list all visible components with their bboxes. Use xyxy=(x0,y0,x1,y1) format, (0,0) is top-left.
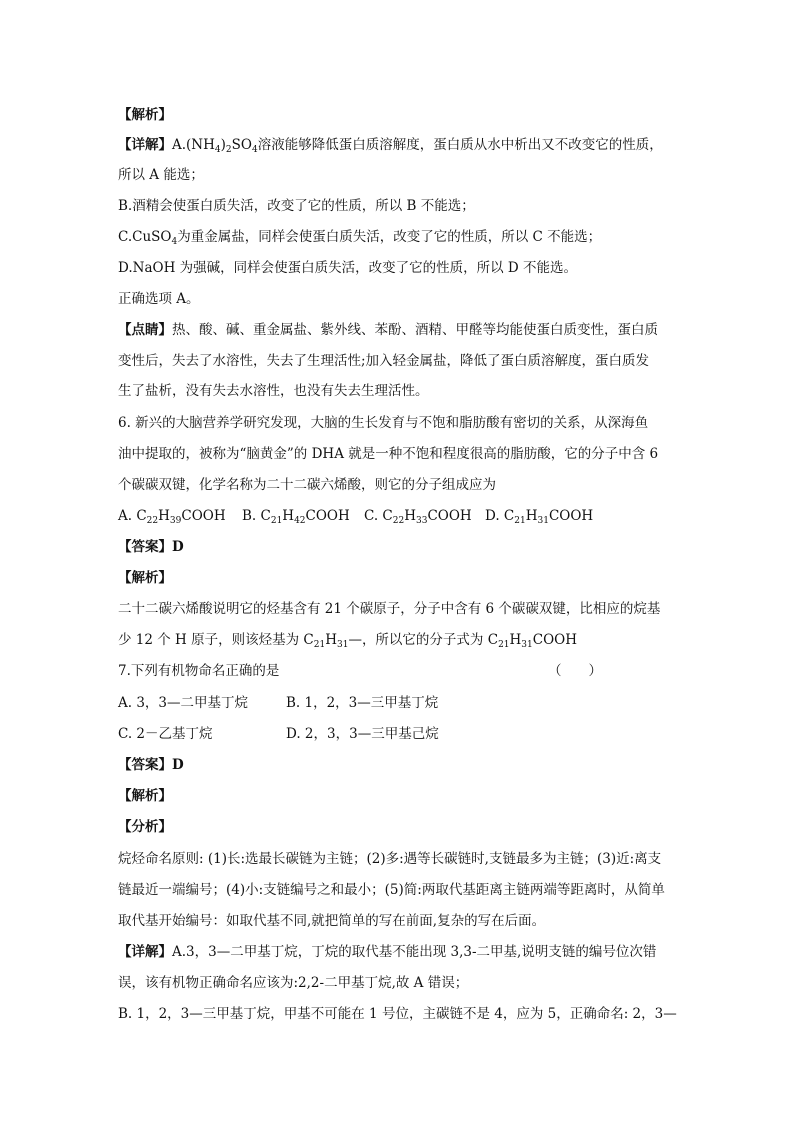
formula-part: D. C xyxy=(485,508,515,524)
question-7-options-row-1 xyxy=(118,694,518,712)
analysis-heading: 【分析】 xyxy=(118,819,172,835)
explanation-6-line-1: 二十二碳六烯酸说明它的烃基含有 21 个碳原子，分子中含有 6 个碳碳双键，比相应的烷基 xyxy=(118,601,661,617)
correct-answer-5: 正确选项 A。 xyxy=(118,291,200,307)
detail-5-line-2: 所以 A 能选； xyxy=(118,167,204,183)
formula-subscript: 2 xyxy=(225,145,232,155)
answer-paren: （ ） xyxy=(548,663,602,679)
formula-part: COOH xyxy=(181,508,226,524)
answer-6: 【答案】D xyxy=(118,539,184,555)
formula-part: COOH xyxy=(427,508,472,524)
naming-rule-line-3: 取代基开始编号：如取代基不同,就把简单的写在前面,复杂的写在后面。 xyxy=(118,913,546,929)
formula-subscript: 42 xyxy=(294,516,306,526)
formula-part: COOH xyxy=(548,508,594,524)
formula-subscript: 4 xyxy=(214,145,221,155)
detail-7-line-1 xyxy=(118,943,656,961)
detail-label: 【详解】 xyxy=(118,137,172,153)
formula-subscript: 4 xyxy=(251,145,258,155)
formula-part: H xyxy=(509,632,522,648)
detail-text: A.3，3—二甲基丁烷，丁烷的取代基不能出现 3,3-二甲基,说明支链的编号位次错 xyxy=(172,944,657,960)
option-d: D. 2，3，3—三甲基己烷 xyxy=(286,726,439,742)
jiexi-heading-6: 【解析】 xyxy=(118,570,172,586)
formula-subscript: 21 xyxy=(270,516,283,526)
explanation-text: —，所以它的分子式为 C xyxy=(348,632,499,648)
key-point-line-3: 生了盐析，没有失去水溶性，也没有失去生理活性。 xyxy=(118,383,429,399)
question-7 xyxy=(118,662,602,680)
formula-part: COOH xyxy=(305,508,350,524)
formula-subscript: 31 xyxy=(521,640,533,650)
detail-5-line-1 xyxy=(118,136,663,154)
formula-subscript: 22 xyxy=(146,516,159,526)
formula-part: A.(NH xyxy=(172,137,215,153)
detail-5-option-b: B.酒精会使蛋白质失活，改变了它的性质，所以 B 不能选； xyxy=(118,198,475,214)
detail-label: 【详解】 xyxy=(118,944,172,960)
option-d xyxy=(485,507,593,525)
formula-part: C.CuSO xyxy=(118,229,172,245)
formula-part: B. C xyxy=(242,508,271,524)
explanation-6-line-2 xyxy=(118,631,577,649)
formula-part: ) xyxy=(220,137,226,153)
formula-subscript: 39 xyxy=(169,516,182,526)
naming-rule-line-1: 烷烃命名原则: (1)长:选最长碳链为主链；(2)多:遇等长碳链时,支链最多为主链；(3)近:离支 xyxy=(118,851,662,867)
formula-part: H xyxy=(404,508,416,524)
key-point-text: 热、酸、碱、重金属盐、紫外线、苯酚、酒精、甲醛等均能使蛋白质变性，蛋白质 xyxy=(172,322,658,338)
option-c xyxy=(364,507,472,525)
detail-5-option-c xyxy=(118,228,601,246)
question-7-text: 7.下列有机物命名正确的是 xyxy=(118,663,280,679)
formula-part: H xyxy=(158,508,170,524)
formula-part: C. C xyxy=(364,508,393,524)
formula-part: COOH xyxy=(532,632,577,648)
jiexi-heading-7: 【解析】 xyxy=(118,788,172,804)
detail-7-line-3: B. 1，2，3—三甲基丁烷，甲基不可能在 1 号位，主碳链不是 4，应为 5，正确命名: 2，3— xyxy=(118,1006,677,1022)
formula-subscript: 33 xyxy=(416,516,428,526)
key-point-line-1 xyxy=(118,321,658,339)
option-c: C. 2－乙基丁烷 xyxy=(118,726,213,742)
option-a xyxy=(118,507,226,525)
detail-7-line-2: 误，该有机物正确命名应该为:2,2-二甲基丁烷,故 A 错误； xyxy=(118,975,469,991)
formula-subscript: 21 xyxy=(498,640,510,650)
formula-subscript: 4 xyxy=(171,237,178,247)
key-point-label: 【点睛】 xyxy=(118,322,172,338)
option-a: A. 3，3—二甲基丁烷 xyxy=(118,695,249,711)
question-7-options-row-2 xyxy=(118,725,518,743)
naming-rule-line-2: 链最近一端编号；(4)小:支链编号之和最小；(5)简:两取代基距离主链两端等距离时，从简单 xyxy=(118,882,665,898)
formula-subscript: 31 xyxy=(336,640,349,650)
formula-part: A. C xyxy=(118,508,147,524)
formula-part: H xyxy=(325,632,337,648)
option-b xyxy=(242,507,350,525)
answer-7: 【答案】D xyxy=(118,757,184,773)
formula-part: H xyxy=(525,508,538,524)
detail-text: 溶液能够降低蛋白质溶解度，蛋白质从水中析出又不改变它的性质， xyxy=(257,137,663,153)
jiexi-heading-5: 【解析】 xyxy=(118,107,172,123)
key-point-line-2: 变性后，失去了水溶性，失去了生理活性;加入轻金属盐，降低了蛋白质溶解度，蛋白质发 xyxy=(118,353,650,369)
formula-part: SO xyxy=(231,137,252,153)
explanation-text: 少 12 个 H 原子，则该烃基为 C xyxy=(118,632,314,648)
question-6-line-2: 油中提取的，被称为“脑黄金”的 DHA 就是一种不饱和程度很高的脂肪酸，它的分子中含 6 xyxy=(118,446,659,462)
question-6-line-1: 6. 新兴的大脑营养学研究发现，大脑的生长发育与不饱和脂肪酸有密切的关系，从深海鱼 xyxy=(118,415,649,431)
formula-subscript: 21 xyxy=(313,640,326,650)
formula-subscript: 22 xyxy=(392,516,405,526)
option-b: B. 1，2，3—三甲基丁烷 xyxy=(286,695,439,711)
question-6-options xyxy=(118,507,678,525)
formula-subscript: 21 xyxy=(514,516,526,526)
question-6-line-3: 个碳碳双键，化学名称为二十二碳六烯酸，则它的分子组成应为 xyxy=(118,477,496,493)
formula-subscript: 31 xyxy=(537,516,549,526)
detail-5-option-d: D.NaOH 为强碱，同样会使蛋白质失活，改变了它的性质，所以 D 不能选。 xyxy=(118,260,578,276)
detail-text: 为重金属盐，同样会使蛋白质失活，改变了它的性质，所以 C 不能选； xyxy=(177,229,602,245)
formula-part: H xyxy=(282,508,295,524)
